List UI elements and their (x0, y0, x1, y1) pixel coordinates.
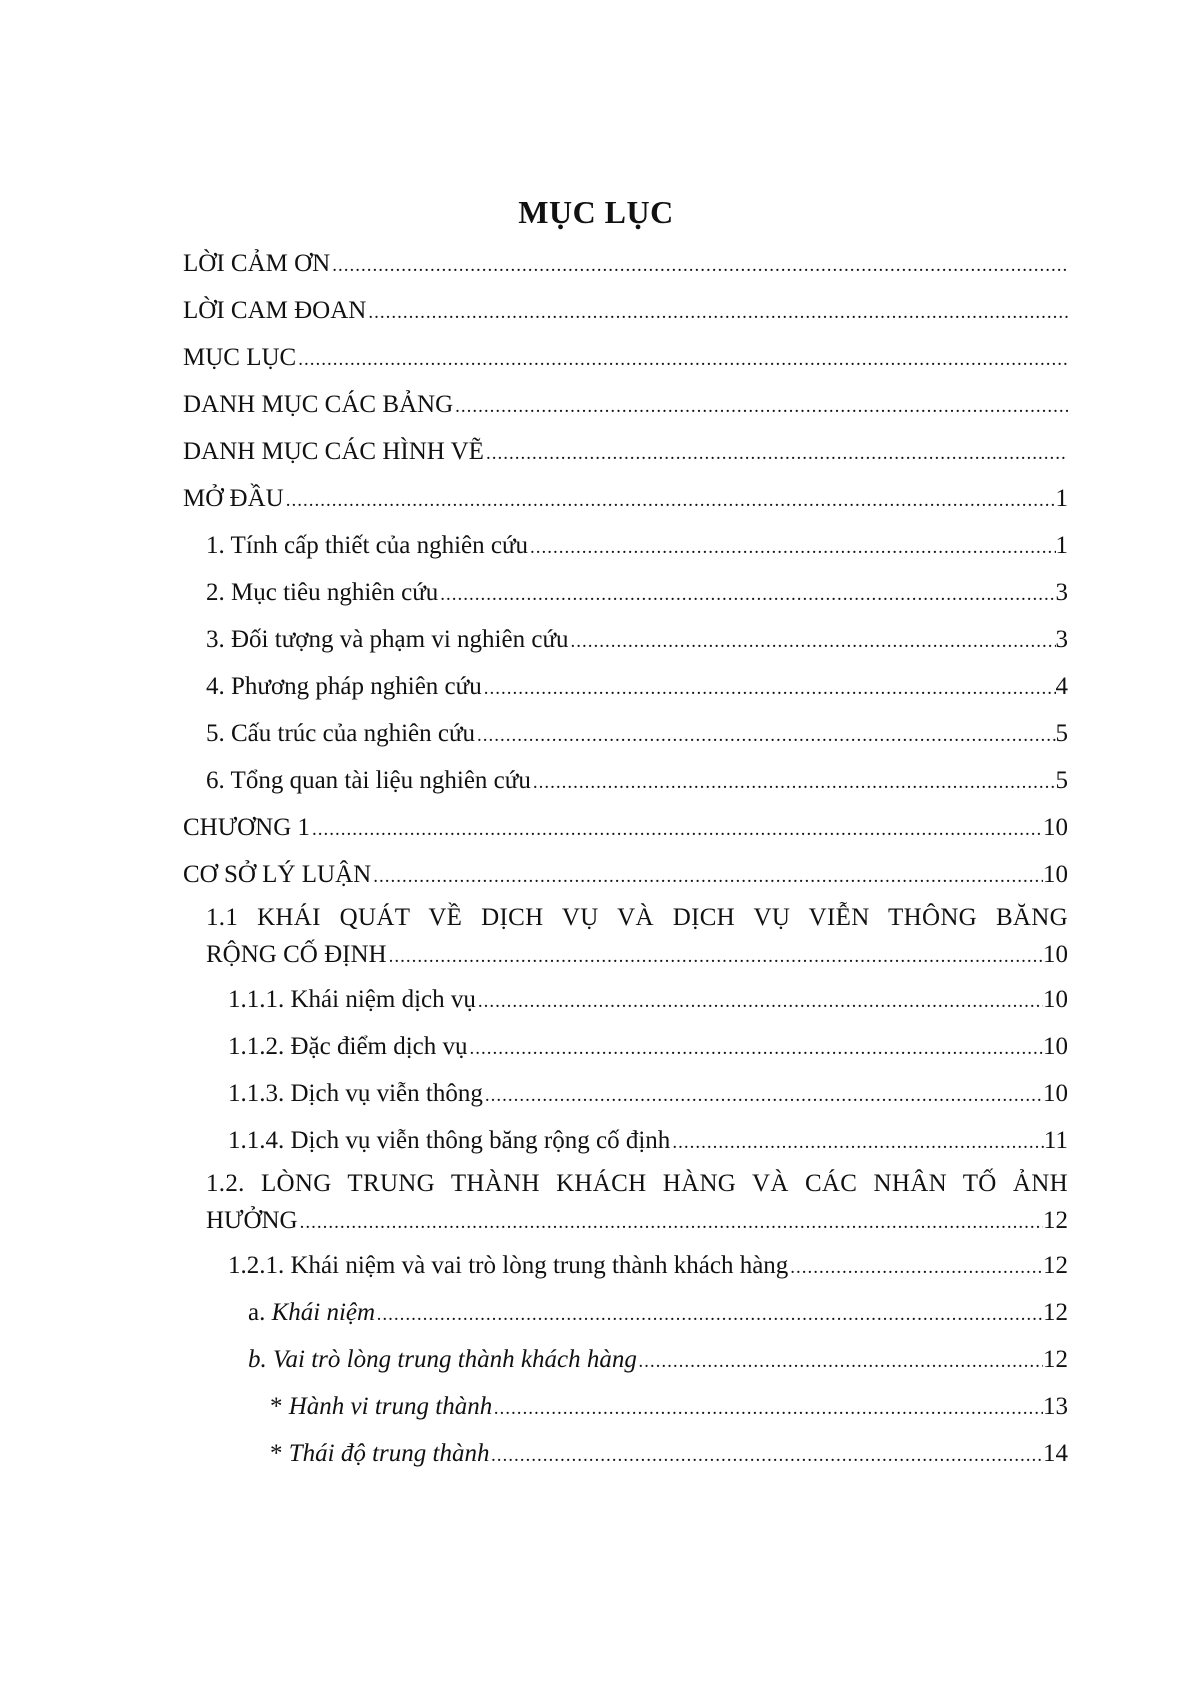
toc-entry-text: CHƯƠNG 1 (183, 814, 311, 841)
dot-leader (530, 524, 1055, 571)
toc-entry (183, 710, 1068, 757)
dot-leader (477, 712, 1055, 759)
toc-entry-line2 (206, 938, 1068, 972)
toc-entry-text-line2: RỘNG CỐ ĐỊNH (206, 941, 387, 968)
toc-entry-page: 10 (1043, 986, 1068, 1013)
toc-entry (183, 1117, 1068, 1164)
toc-entry-text: b. Vai trò lòng trung thành khách hàng (248, 1346, 637, 1373)
toc-entry (183, 287, 1068, 334)
dot-leader (286, 477, 1056, 524)
toc-entry-page: 3 (1055, 626, 1068, 653)
toc-entry-text: Thái độ trung thành (288, 1440, 490, 1467)
toc-entry-page: 11 (1043, 1127, 1068, 1154)
toc-entry-page: 10 (1043, 1080, 1068, 1107)
toc-entry-prefix: a. (248, 1299, 272, 1326)
toc-entry-text: 1.1.1. Khái niệm dịch vụ (228, 986, 476, 1013)
toc-entry (183, 1289, 1068, 1336)
toc-entry (183, 1242, 1068, 1289)
toc-entry-text-line1: 1.1 KHÁI QUÁT VỀ DỊCH VỤ VÀ DỊCH VỤ VIỄN THÔNG BĂNG (206, 904, 1068, 931)
toc-entry (183, 757, 1068, 804)
toc-entry-page: 12 (1043, 1252, 1068, 1279)
toc-entry-text: 2. Mục tiêu nghiên cứu (206, 579, 439, 606)
dot-leader (494, 1385, 1043, 1432)
toc-entry-text: Hành vi trung thành (288, 1393, 493, 1420)
toc-entry (183, 334, 1068, 381)
toc-entry (183, 240, 1068, 287)
toc-entry (183, 428, 1068, 475)
toc-entry (183, 475, 1068, 522)
toc-entry-text: 1.1.4. Dịch vụ viễn thông băng rộng cố định (228, 1127, 671, 1154)
toc-entry (183, 1070, 1068, 1117)
toc-entry-page: 10 (1043, 861, 1068, 888)
toc-entry-wrapped (183, 898, 1068, 972)
toc-entry-text: LỜI CẢM ƠN (183, 250, 331, 277)
toc-entry-text: 1. Tính cấp thiết của nghiên cứu (206, 532, 529, 559)
toc-entry-page: 12 (1043, 1299, 1068, 1326)
toc-entry-text: 5. Cấu trúc của nghiên cứu (206, 720, 476, 747)
toc-entry (183, 851, 1068, 898)
toc-entry-page: 14 (1043, 1440, 1068, 1467)
dot-leader (478, 978, 1043, 1025)
toc-entry (183, 381, 1068, 428)
toc-entry-page: 5 (1055, 767, 1068, 794)
dot-leader (485, 1072, 1043, 1119)
dot-leader (790, 1244, 1043, 1291)
toc-entry (183, 522, 1068, 569)
toc-title: MỤC LỤC (518, 194, 674, 230)
toc-entry-text: MỞ ĐẦU (183, 485, 284, 512)
toc-entry-page: 1 (1055, 532, 1068, 559)
dot-leader (533, 759, 1056, 806)
toc-entry (183, 1383, 1068, 1430)
toc-entry-text: LỜI CAM ĐOAN (183, 297, 367, 324)
toc-entry-text-line1: 1.2. LÒNG TRUNG THÀNH KHÁCH HÀNG VÀ CÁC NHÂN TỐ ẢNH (206, 1170, 1068, 1197)
toc-entry-text: 1.1.3. Dịch vụ viễn thông (228, 1080, 483, 1107)
toc-entry-wrapped (183, 1164, 1068, 1238)
toc-entry-text-line2: HƯỞNG (206, 1207, 298, 1234)
toc-entry-prefix: * (270, 1440, 289, 1467)
toc-entry-page: 10 (1043, 814, 1068, 841)
toc-entry-page: 5 (1055, 720, 1068, 747)
toc-entry-text: 4. Phương pháp nghiên cứu (206, 673, 482, 700)
toc-entry-line2 (206, 1204, 1068, 1238)
toc-entry-page: 10 (1043, 1033, 1068, 1060)
toc-entry-text: 1.2.1. Khái niệm và vai trò lòng trung thành khách hàng (228, 1252, 789, 1279)
toc-entry (183, 1336, 1068, 1383)
toc-entry-page: 3 (1055, 579, 1068, 606)
dot-leader (639, 1338, 1043, 1385)
toc-entry-prefix: * (270, 1393, 289, 1420)
dot-leader (491, 1432, 1043, 1479)
dot-leader (332, 242, 1068, 289)
dot-leader (312, 806, 1043, 853)
toc-entry-page: 1 (1055, 485, 1068, 512)
toc-entry-label (270, 1430, 489, 1477)
dot-leader (455, 383, 1068, 430)
toc-entry-page: 12 (1043, 1346, 1068, 1373)
toc-entry-page: 13 (1043, 1393, 1068, 1420)
toc-entry (183, 1430, 1068, 1477)
table-of-contents (183, 240, 1068, 1477)
dot-leader (368, 289, 1068, 336)
toc-entry-page: 10 (1043, 941, 1068, 968)
toc-entry (183, 804, 1068, 851)
toc-entry-text: CƠ SỞ LÝ LUẬN (183, 861, 372, 888)
toc-entry-text: MỤC LỤC (183, 344, 297, 371)
toc-entry (183, 976, 1068, 1023)
toc-entry-text: 3. Đối tượng và phạm vi nghiên cứu (206, 626, 569, 653)
toc-entry-text: Khái niệm (271, 1299, 376, 1326)
dot-leader (300, 1206, 1043, 1240)
toc-entry-page: 12 (1043, 1207, 1068, 1234)
dot-leader (389, 940, 1043, 974)
toc-entry-text: DANH MỤC CÁC HÌNH VẼ (183, 438, 484, 465)
toc-entry (183, 1023, 1068, 1070)
toc-entry (183, 569, 1068, 616)
toc-entry-label (270, 1383, 492, 1430)
toc-entry-text: DANH MỤC CÁC BẢNG (183, 391, 454, 418)
toc-entry-page: 4 (1055, 673, 1068, 700)
dot-leader (486, 430, 1068, 477)
dot-leader (298, 336, 1068, 383)
toc-entry-text: 6. Tổng quan tài liệu nghiên cứu (206, 767, 531, 794)
dot-leader (672, 1119, 1044, 1166)
dot-leader (484, 665, 1056, 712)
dot-leader (440, 571, 1055, 618)
dot-leader (470, 1025, 1043, 1072)
dot-leader (373, 853, 1043, 900)
toc-entry-label (248, 1289, 375, 1336)
toc-entry-text: 1.1.2. Đặc điểm dịch vụ (228, 1033, 468, 1060)
dot-leader (571, 618, 1056, 665)
toc-entry (183, 663, 1068, 710)
toc-entry (183, 616, 1068, 663)
dot-leader (377, 1291, 1043, 1338)
